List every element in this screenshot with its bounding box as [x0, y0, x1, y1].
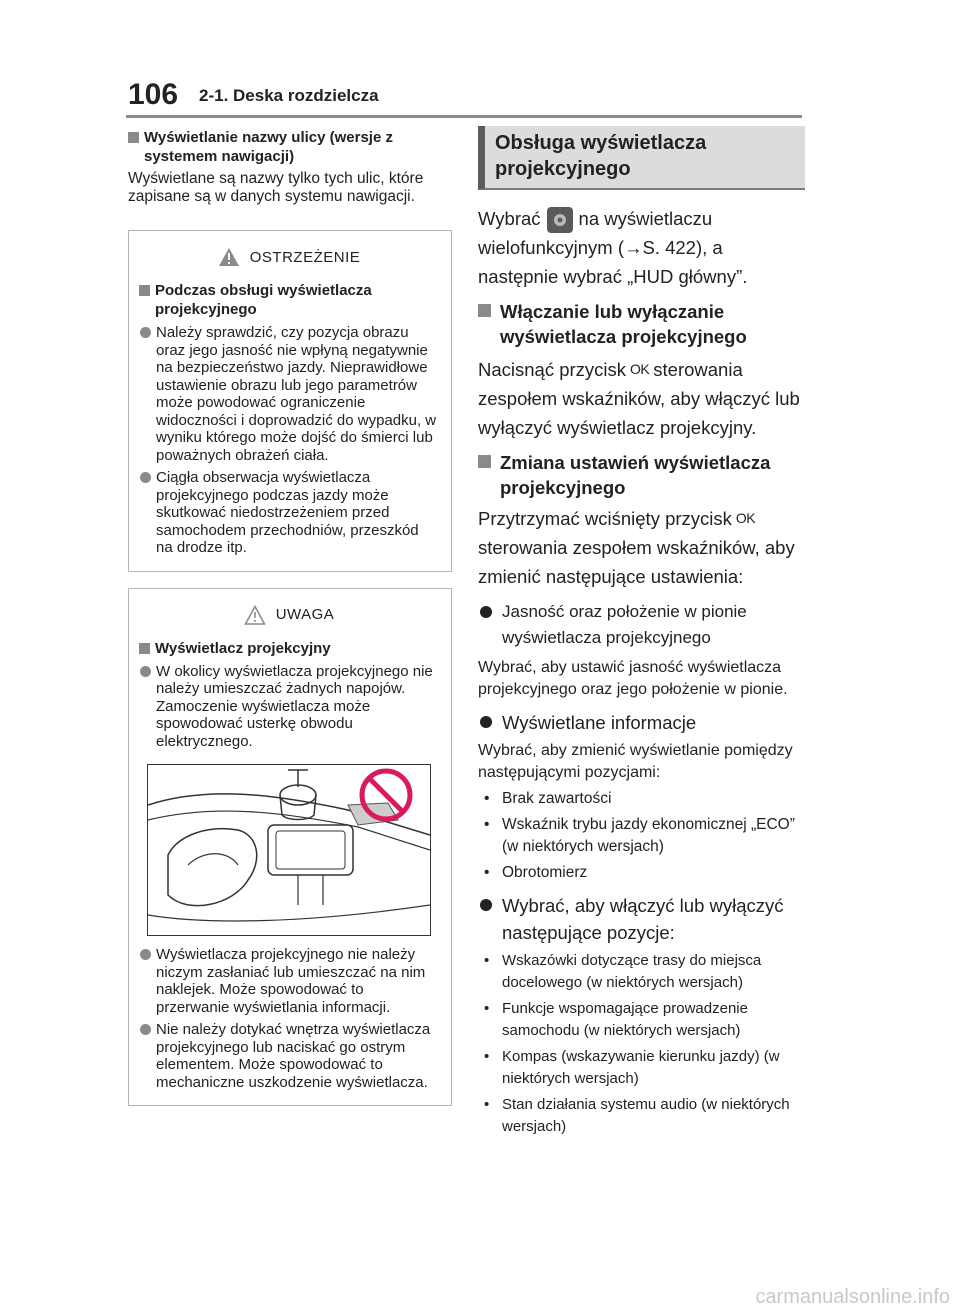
notice-heading: Wyświetlacz projekcyjny	[139, 639, 439, 658]
warning-heading: Podczas obsługi wyświetlacza projekcyjnego	[139, 281, 439, 319]
change-paragraph	[478, 504, 804, 591]
brightness-title: Jasność oraz położenie w pionie wyświetlacza projekcyjnego	[478, 599, 804, 651]
banner-title: Obsługa wyświetlacza projekcyjnego	[495, 132, 707, 180]
onoff-heading: Włączanie lub wyłączanie wyświetlacza projekcyjnego	[478, 299, 804, 349]
warning-title-row	[139, 247, 439, 267]
list-item: • Funkcje wspomagające prowadzenie samochodu (w niektórych wersjach)	[478, 998, 804, 1042]
change-heading: Zmiana ustawień wyświetlacza projekcyjnego	[478, 450, 804, 500]
left-column	[128, 128, 452, 1106]
street-heading: Wyświetlanie nazwy ulicy (wersje z systemem nawigacji)	[128, 128, 452, 166]
list-item: • Wskazówki dotyczące trasy do miejsca docelowego (w niektórych wersjach)	[478, 950, 804, 994]
intro-paragraph	[478, 204, 804, 291]
warning-bullet: Ciągła obserwacja wyświetlacza projekcyjnego podczas jazdy może skutkować niedostrzeżeniem przed samochodem przechodniów, przeszkód na drodze itp.	[139, 469, 439, 557]
notice-title: UWAGA	[275, 606, 335, 623]
caution-triangle-icon	[244, 605, 266, 625]
section-title: 2-1. Deska rozdzielcza	[199, 86, 379, 105]
info-title: Wyświetlane informacje	[478, 709, 804, 736]
onoff-paragraph	[478, 355, 804, 442]
right-column	[478, 126, 804, 1138]
notice-title-row	[139, 605, 439, 625]
list-item: • Obrotomierz	[478, 862, 804, 884]
dashboard-illustration	[147, 764, 431, 936]
notice-bullet: Nie należy dotykać wnętrza wyświetlacza projekcyjnego lub naciskać go ostrym elementem. Może spowodować to mechaniczne uszkodzenie wyświetlacza.	[139, 1021, 439, 1091]
list-item: • Kompas (wskazywanie kierunku jazdy) (w niektórych wersjach)	[478, 1046, 804, 1090]
street-text: Wyświetlane są nazwy tylko tych ulic, które zapisane są w danych systemu nawigacji.	[128, 170, 424, 205]
notice-bullet: W okolicy wyświetlacza projekcyjnego nie należy umieszczać żadnych napojów. Zamoczenie wyświetlacza może spowodować usterkę obwodu elektrycznego.	[139, 663, 439, 751]
footer-watermark: carmanualsonline.info	[755, 1286, 950, 1308]
list-item: • Wskaźnik trybu jazdy ekonomicznej „ECO” (w niektórych wersjach)	[478, 814, 804, 858]
list-item: • Brak zawartości	[478, 788, 804, 810]
warning-triangle-icon	[218, 247, 240, 267]
section-banner	[478, 126, 805, 190]
ok-button-symbol: OK	[735, 510, 756, 527]
header-rule	[126, 115, 802, 118]
toggle-title: Wybrać, aby włączyć lub wyłączyć następujące pozycje:	[478, 892, 804, 946]
notice-bullet: Wyświetlacza projekcyjnego nie należy niczym zasłaniać lub umieszczać na nim naklejek. Może spowodować to przerwanie wyświetlania informacji.	[139, 946, 439, 1016]
intro-after: na wyświetlaczu wielofunkcyjnym (→S. 422), a następnie wybrać „HUD główny”.	[478, 208, 748, 288]
brightness-text: Wybrać, aby ustawić jasność wyświetlacza projekcyjnego oraz jego położenie w pionie.	[478, 659, 788, 699]
notice-box	[128, 588, 452, 1107]
info-text: Wybrać, aby zmienić wyświetlanie pomiędzy następującymi pozycjami:	[478, 742, 793, 782]
dashboard-drawing	[148, 765, 430, 935]
settings-gear-icon	[547, 207, 573, 233]
warning-bullet: Należy sprawdzić, czy pozycja obrazu oraz jego jasność nie wpłyną negatywnie na bezpieczeństwo jazdy. Nieprawidłowe ustawienie obrazu lub jego parametrów może powodować ograniczenie widoczności i doprowadzić do wypadku, w wyniku którego może dojść do śmierci lub poważnych obrażeń ciała.	[139, 324, 439, 464]
change-before: Przytrzymać wciśnięty przycisk	[478, 508, 732, 530]
onoff-after: sterowania zespołem wskaźników, aby włączyć lub wyłączyć wyświetlacz projekcyjny.	[478, 359, 800, 439]
onoff-before: Nacisnąć przycisk	[478, 359, 627, 381]
change-after: sterowania zespołem wskaźników, aby zmienić następujące ustawienia:	[478, 537, 795, 588]
page-number: 106	[128, 78, 179, 111]
warning-title: OSTRZEŻENIE	[249, 248, 361, 266]
ok-button-symbol: OK	[630, 361, 650, 378]
warning-box	[128, 230, 452, 572]
intro-before: Wybrać	[478, 208, 541, 229]
list-item: • Stan działania systemu audio (w niektórych wersjach)	[478, 1094, 804, 1138]
